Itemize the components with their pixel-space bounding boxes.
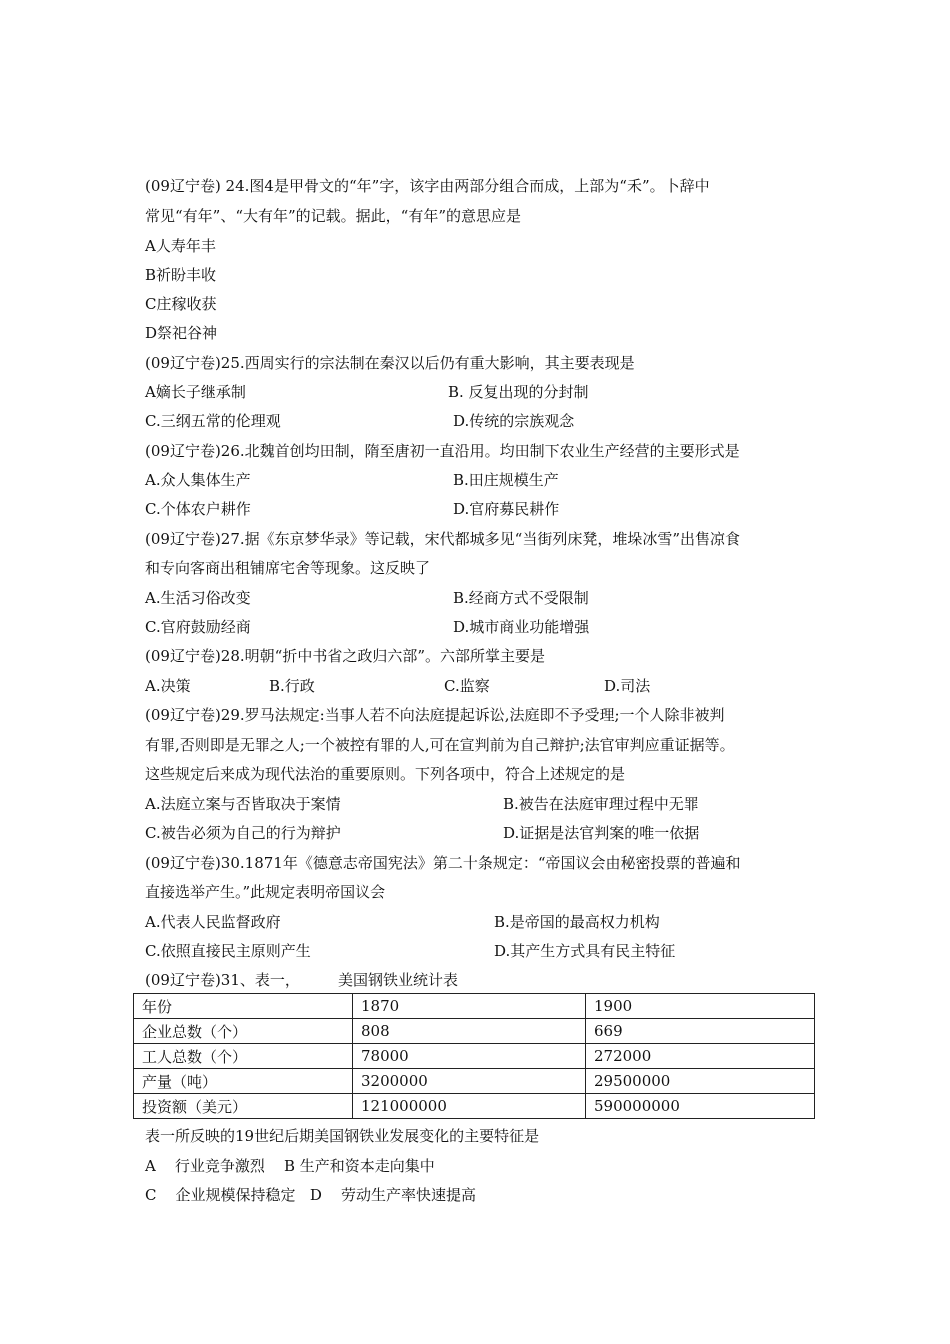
table-cell: 产量（吨） <box>134 1069 353 1094</box>
q24-option-b: B祈盼丰收 <box>145 266 217 284</box>
q26-stem: (09辽宁卷)26.北魏首创均田制，隋至唐初一直沿用。均田制下农业生产经营的主要形式是 <box>145 442 740 460</box>
table-cell: 1870 <box>353 994 586 1019</box>
q29-stem-line3: 这些规定后来成为现代法治的重要原则。下列各项中，符合上述规定的是 <box>145 765 626 783</box>
q30-stem-line2: 直接选举产生。”此规定表明帝国议会 <box>145 883 386 901</box>
table-cell: 1900 <box>586 994 815 1019</box>
q27-option-d: D.城市商业功能增强 <box>453 618 590 636</box>
q24-option-a: A人寿年丰 <box>145 237 216 255</box>
q27-stem-line1: (09辽宁卷)27.据《东京梦华录》等记载，宋代都城多见“当街列床凳，堆垛冰雪”出售凉食 <box>145 530 740 548</box>
q26-option-d: D.官府募民耕作 <box>453 500 560 518</box>
table-row <box>134 1094 815 1119</box>
q28-option-b: B.行政 <box>269 677 315 695</box>
table-row <box>134 1069 815 1094</box>
q31-options-line1: A 行业竞争激烈 B 生产和资本走向集中 <box>145 1157 435 1175</box>
table-cell: 企业总数（个） <box>134 1019 353 1044</box>
table-cell: 590000000 <box>586 1094 815 1119</box>
q27-stem-line2: 和专向客商出租铺席宅舍等现象。这反映了 <box>145 559 431 577</box>
q31-stem: (09辽宁卷)31、表一， 美国钢铁业统计表 <box>145 971 459 989</box>
q29-option-d: D.证据是法官判案的唯一依据 <box>503 824 700 842</box>
table-row <box>134 994 815 1019</box>
q30-option-c: C.依照直接民主原则产生 <box>145 942 311 960</box>
q27-option-c: C.官府鼓励经商 <box>145 618 251 636</box>
q26-option-c: C.个体农户耕作 <box>145 500 251 518</box>
table-cell: 808 <box>353 1019 586 1044</box>
q25-stem: (09辽宁卷)25.西周实行的宗法制在秦汉以后仍有重大影响，其主要表现是 <box>145 354 635 372</box>
q30-stem-line1: (09辽宁卷)30.1871年《德意志帝国宪法》第二十条规定：“帝国议会由秘密投票的普遍和 <box>145 854 741 872</box>
q24-stem-line1: (09辽宁卷) 24.图4是甲骨文的“年”字，该字由两部分组合而成，上部为“禾”。卜辞中 <box>145 177 710 195</box>
q28-option-a: A.决策 <box>145 677 191 695</box>
table-cell: 669 <box>586 1019 815 1044</box>
table-cell: 工人总数（个） <box>134 1044 353 1069</box>
q30-option-d: D.其产生方式具有民主特征 <box>494 942 676 960</box>
q28-option-d: D.司法 <box>604 677 651 695</box>
q30-option-b: B.是帝国的最高权力机构 <box>494 913 660 931</box>
q31-question: 表一所反映的19世纪后期美国钢铁业发展变化的主要特征是 <box>145 1127 540 1145</box>
table-cell: 272000 <box>586 1044 815 1069</box>
table-row <box>134 1019 815 1044</box>
table-row <box>134 1044 815 1069</box>
q25-option-a: A嫡长子继承制 <box>145 383 246 401</box>
q29-option-c: C.被告必须为自己的行为辩护 <box>145 824 341 842</box>
q24-stem-line2: 常见“有年”、“大有年”的记载。据此，“有年”的意思应是 <box>145 207 522 225</box>
table-cell: 121000000 <box>353 1094 586 1119</box>
q27-option-a: A.生活习俗改变 <box>145 589 251 607</box>
q25-option-d: D.传统的宗族观念 <box>453 412 575 430</box>
q26-option-a: A.众人集体生产 <box>145 471 251 489</box>
q30-option-a: A.代表人民监督政府 <box>145 913 281 931</box>
table-cell: 3200000 <box>353 1069 586 1094</box>
q25-option-c: C.三纲五常的伦理观 <box>145 412 281 430</box>
q29-stem-line2: 有罪,否则即是无罪之人;一个被控有罪的人,可在宣判前为自己辩护;法官审判应重证据等。 <box>145 736 735 754</box>
q24-option-c: C庄稼收获 <box>145 295 217 313</box>
q27-option-b: B.经商方式不受限制 <box>453 589 589 607</box>
q24-option-d: D祭祀谷神 <box>145 324 218 342</box>
table-cell: 29500000 <box>586 1069 815 1094</box>
steel-statistics-table <box>133 993 815 1119</box>
q26-option-b: B.田庄规模生产 <box>453 471 559 489</box>
q31-options-line2: C 企业规模保持稳定 D 劳动生产率快速提高 <box>145 1186 476 1204</box>
q29-option-a: A.法庭立案与否皆取决于案情 <box>145 795 341 813</box>
q29-option-b: B.被告在法庭审理过程中无罪 <box>503 795 699 813</box>
q25-option-b: B. 反复出现的分封制 <box>448 383 589 401</box>
table-cell: 年份 <box>134 994 353 1019</box>
q28-stem: (09辽宁卷)28.明朝“折中书省之政归六部”。六部所掌主要是 <box>145 647 545 665</box>
q28-option-c: C.监察 <box>444 677 490 695</box>
q29-stem-line1: (09辽宁卷)29.罗马法规定:当事人若不向法庭提起诉讼,法庭即不予受理;一个人除非被判 <box>145 706 725 724</box>
table-cell: 投资额（美元） <box>134 1094 353 1119</box>
table-cell: 78000 <box>353 1044 586 1069</box>
